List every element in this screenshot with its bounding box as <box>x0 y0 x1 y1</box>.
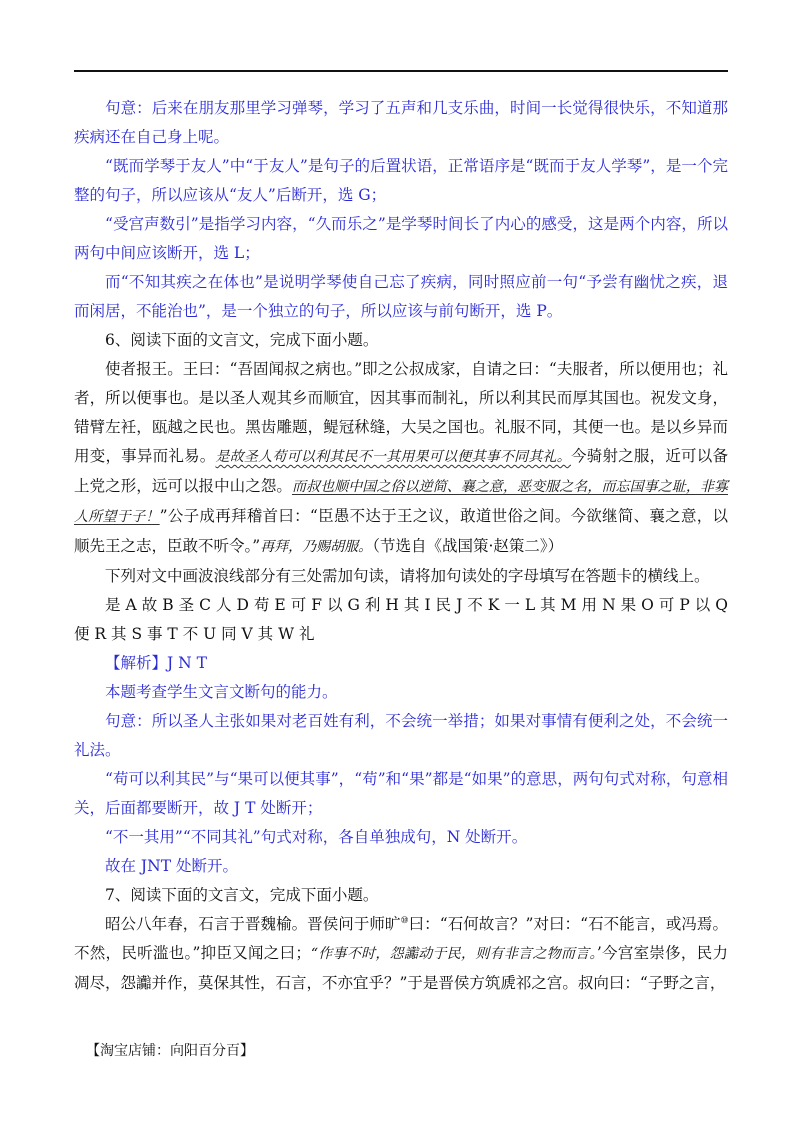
passage-text: ”公子成再拜稽首曰：“臣愚不达于王之议，敢道世俗之间。今欲继简、襄之意，以顺先王之志，臣敢不听令。” <box>74 507 729 555</box>
explanation-p: 而“不知其疾之在体也”是说明学琴使自己忘了疾病，同时照应前一句“予尝有幽忧之疾，退而闲居，不能治也”，是一个独立的句子，所以应该与前句断开，选 P。 <box>74 273 728 320</box>
document-body <box>74 94 728 998</box>
analysis-n: “不一其用”“不同其礼”句式对称，各自单独成句，N 处断开。 <box>105 828 528 846</box>
underlined-text: 而叔也顺中国之俗以逆简、襄之意，恶变服之名，而忘国事之耻，非寡人所望于子！ <box>74 479 728 525</box>
explanation-g: “既而学琴于友人”中“于友人”是句子的后置状语，正常语序是“既而于友人学琴”，是一个完整的句子，所以应该从“友人”后断开，选 G； <box>74 157 728 204</box>
explanation-l: “受宫声数引”是指学习内容，“久而乐之”是学琴时间长了内心的感受，这是两个内容，所以两句中间应该断开，选 L； <box>74 215 728 262</box>
analysis-jt: “苟可以利其民”与“果可以便其事”，“苟”和“果”都是“如果”的意思，两句句式对称，句意相关，后面都要断开，故 J T 处断开； <box>74 770 728 817</box>
sentence-meaning: 句意：后来在朋友那里学习弹琴，学习了五声和几支乐曲，时间一长觉得很快乐，不知道那疾病还在自己身上呢。 <box>74 99 728 146</box>
italic-text: “作事不时，怨讟动于民，则有非言之物而言。 <box>310 946 597 962</box>
answer-label: 【解析】J N T <box>105 654 207 672</box>
question-7-passage <box>74 910 728 998</box>
passage-text: ’今宫室崇侈，民力凋尽，怨讟并作，莫保其性，石言，不亦宜乎？”于是晋侯方筑虒祁之宫。叔向曰：“子野之言， <box>74 944 728 992</box>
analysis-meaning: 句意：所以圣人主张如果对老百姓有利，不会统一举措；如果对事情有便利之处，不会统一礼法。 <box>74 712 728 759</box>
analysis-intro: 本题考查学生文言文断句的能力。 <box>105 683 338 701</box>
header-rule <box>74 70 728 72</box>
question-6-options: 是 A 故 B 圣 C 人 D 苟 E 可 F 以 G 利 H 其 I 民 J 不 K 一 L 其 M 用 N 果 O 可 P 以 Q 便 R 其 S 事 T 不 U 同 V 其 W 礼 <box>74 596 728 643</box>
passage-text: 曰：“石何故言？”对曰：“石不能言，或冯焉。不然，民听滥也。”抑臣又闻之曰； <box>74 915 728 962</box>
question-6-prompt: 下列对文中画波浪线部分有三处需加句读，请将加句读处的字母填写在答题卡的横线上。 <box>105 567 710 585</box>
question-6-passage <box>74 355 728 562</box>
wavy-underlined-text: 是故圣人苟可以利其民不一其用果可以便其事不同其礼。 <box>215 449 571 465</box>
analysis-conclusion: 故在 JNT 处断开。 <box>105 857 238 875</box>
italic-text: 再拜，乃赐胡服。 <box>260 539 373 555</box>
question-7-heading: 7、阅读下面的文言文，完成下面小题。 <box>105 886 379 904</box>
passage-text: 今骑射之服，近可以备上党之形，远可以报中山之怨。 <box>74 447 728 495</box>
passage-text: 昭公八年春，石言于晋魏榆。晋侯问于师旷 <box>105 915 401 933</box>
question-6-heading: 6、阅读下面的文言文，完成下面小题。 <box>105 331 379 349</box>
passage-text: 使者报王。王曰：“吾固闻叔之病也。”即之公叔成家，自请之曰：“夫服者，所以便用也；礼者，所以便事也。是以圣人观其乡而顺宜，因其事而制礼，所以利其民而厚其国也。祝发文身，错臂左衽，瓯越之民也。黑齿雕题，鳀冠秫缝，大吴之国也。礼服不同，其便一也。是以乡异而用变，事异而礼易。 <box>74 360 728 465</box>
page-footer: 【淘宝店铺：向阳百分百】 <box>86 1043 254 1059</box>
footnote-mark: ⑩ <box>400 915 409 926</box>
passage-source: （节选自《战国策·赵策二》） <box>372 537 564 555</box>
